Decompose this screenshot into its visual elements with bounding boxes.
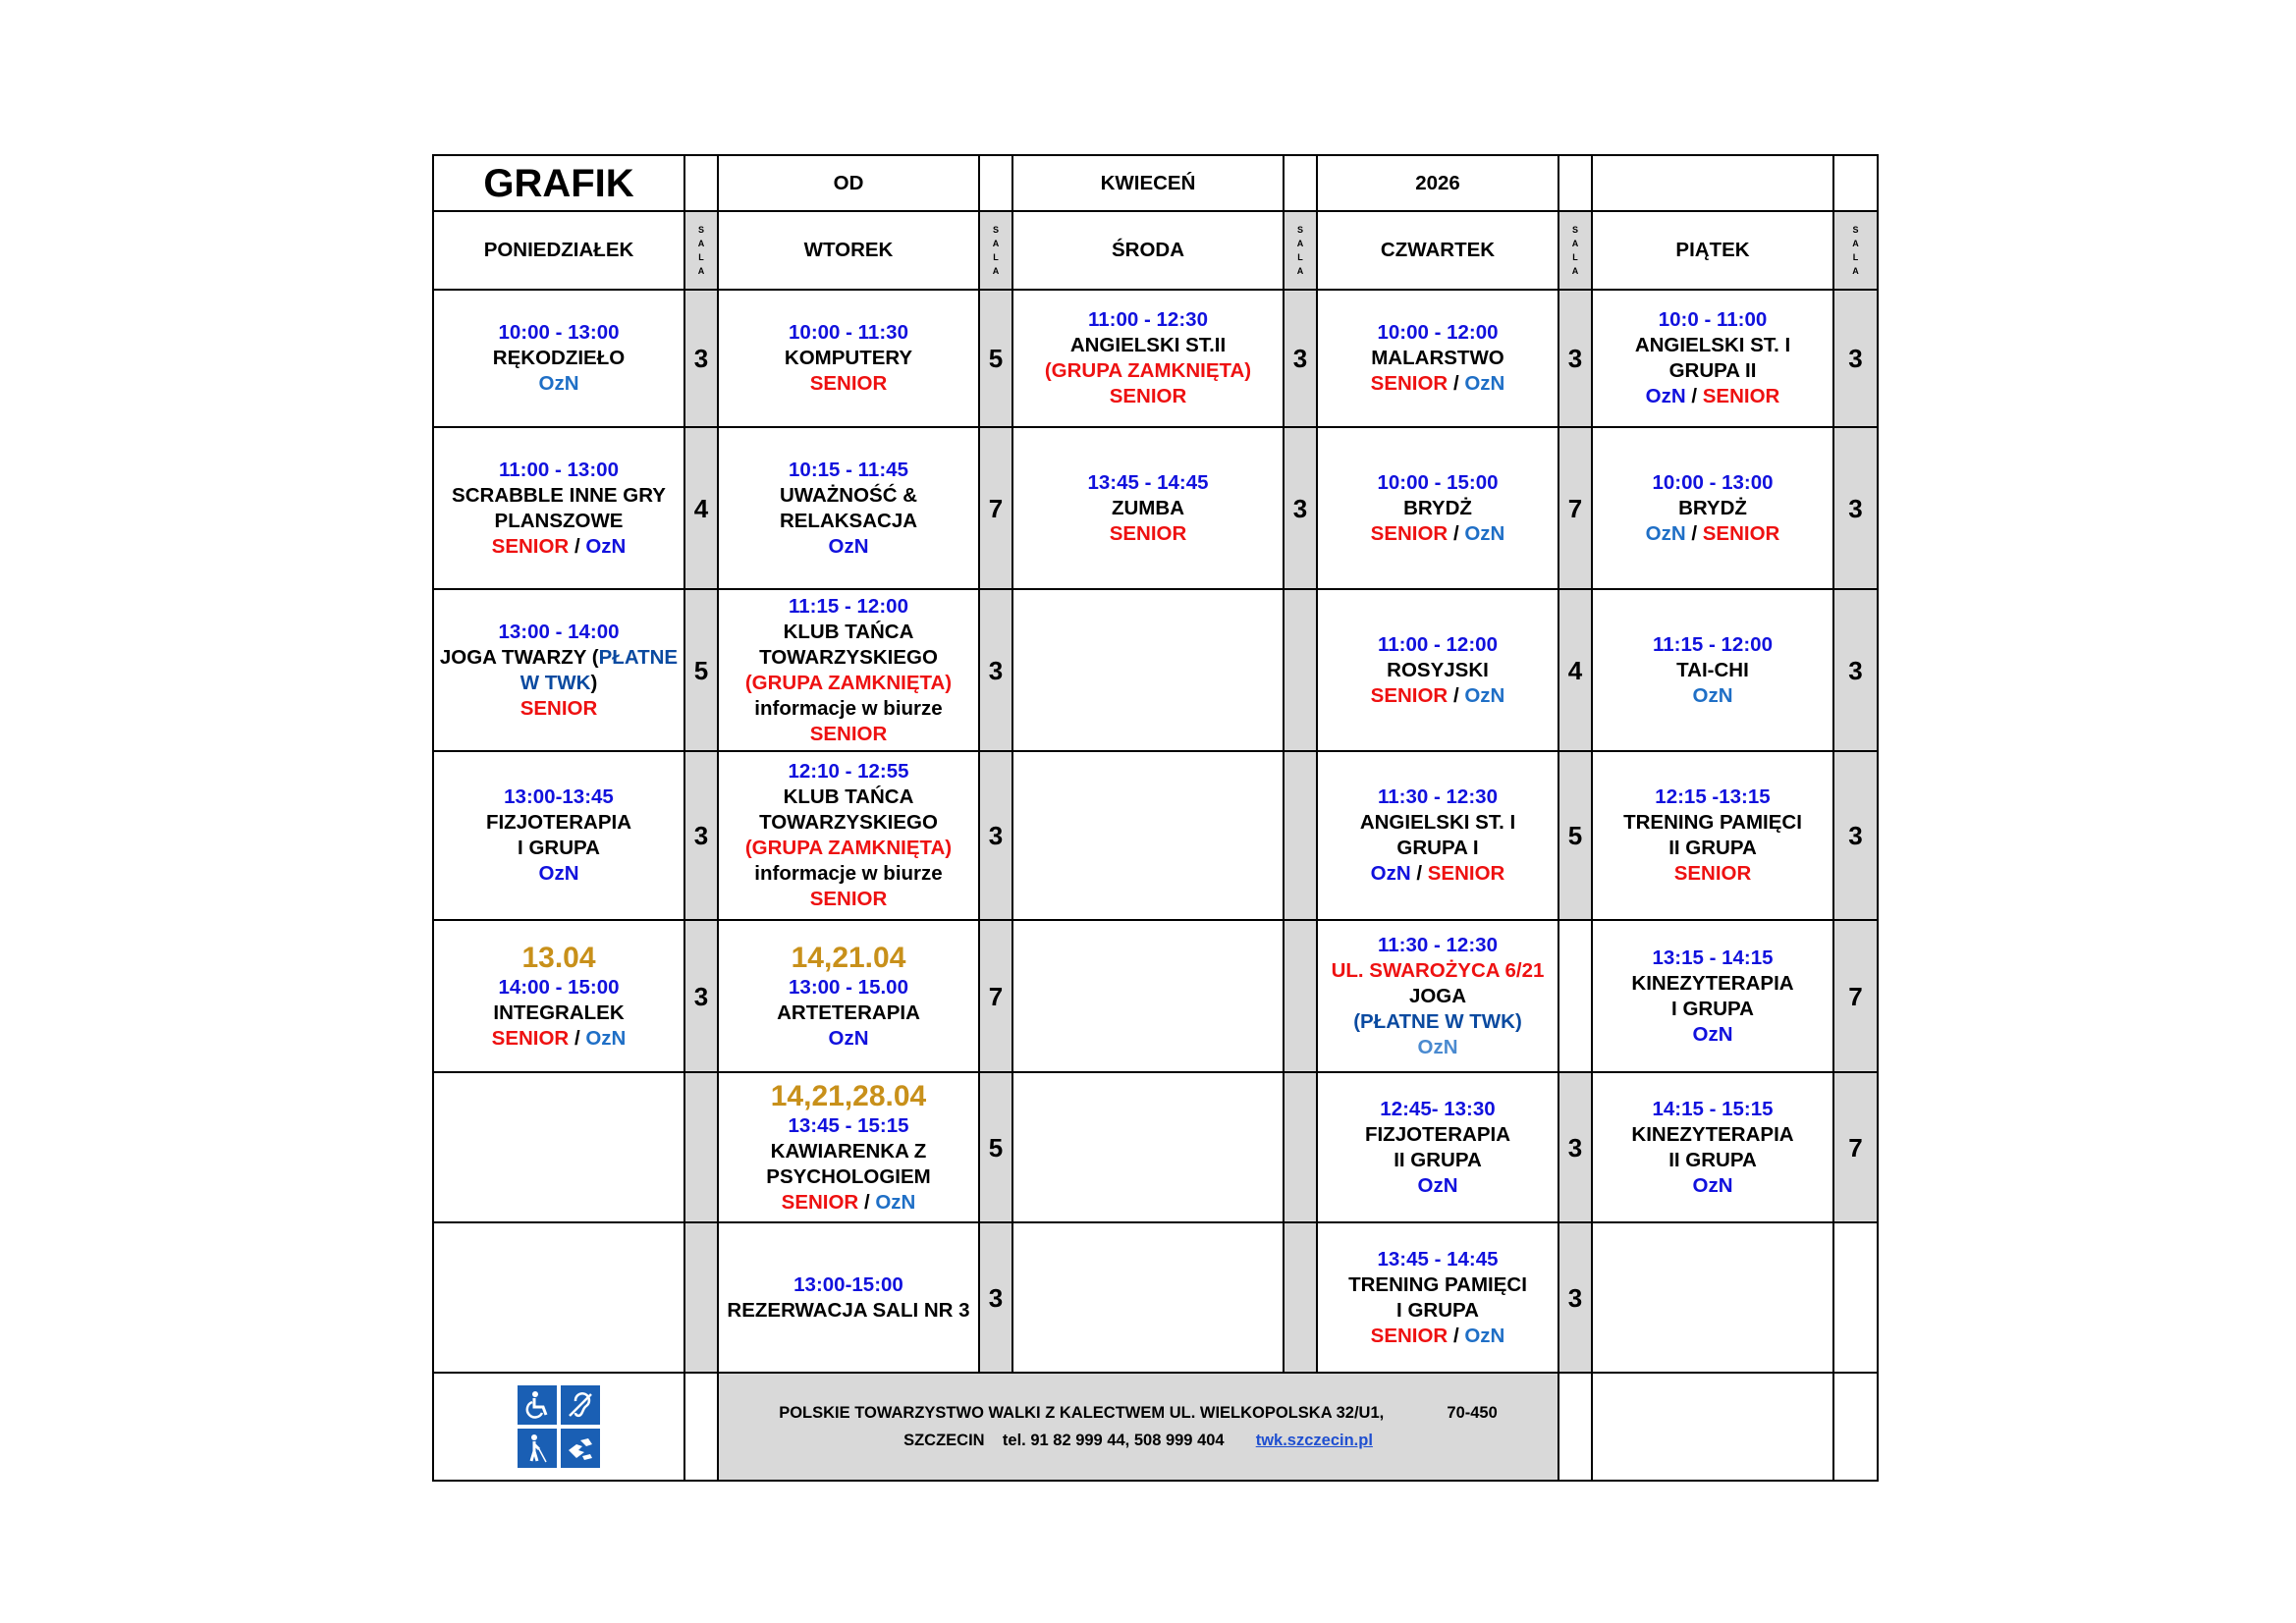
- tag-separator: /: [569, 534, 586, 558]
- ozn-tag: OzN: [1692, 1022, 1733, 1046]
- tag-separator: /: [1685, 521, 1703, 545]
- class-title: ARTETERAPIA: [777, 1001, 920, 1024]
- class-title: PLANSZOWE: [494, 509, 624, 532]
- senior-tag: SENIOR: [519, 696, 598, 720]
- ozn-tag: OzN: [1692, 683, 1733, 707]
- class-date: 14,21.04: [791, 941, 906, 974]
- class-title: INTEGRALEK: [493, 1001, 625, 1024]
- class-cell: [718, 290, 979, 427]
- class-time: 12:45- 13:30: [1380, 1097, 1496, 1120]
- class-cell: [1592, 290, 1833, 427]
- ozn-tag: OzN: [1464, 1324, 1505, 1347]
- class-time: 13:00 - 15.00: [789, 975, 908, 999]
- ozn-tag: OzN: [1464, 521, 1505, 545]
- tag-separator: /: [1448, 521, 1465, 545]
- schedule-table: [432, 154, 1879, 1482]
- tag-separator: /: [1410, 862, 1428, 885]
- room-number: 3: [1558, 1072, 1592, 1222]
- class-time: 10:00 - 13:00: [498, 321, 620, 344]
- room-number: 7: [979, 427, 1012, 589]
- month-label: KWIECEŃ: [1012, 155, 1284, 211]
- class-title: GRUPA I: [1396, 837, 1479, 859]
- room-number: 3: [1558, 290, 1592, 427]
- class-title: MALARSTWO: [1371, 347, 1504, 369]
- room-number: [1284, 920, 1317, 1072]
- class-title: ANGIELSKI ST. I: [1634, 334, 1791, 356]
- class-cell: [433, 427, 684, 589]
- room-number: 3: [1558, 1222, 1592, 1373]
- room-number: 7: [979, 920, 1012, 1072]
- class-title: TOWARZYSKIEGO: [759, 811, 938, 834]
- days-row: [433, 211, 1878, 290]
- class-time: 11:30 - 12:30: [1378, 933, 1498, 956]
- class-cell: [718, 920, 979, 1072]
- class-cell: [1592, 589, 1833, 751]
- class-title: JOGA: [1408, 984, 1467, 1007]
- ozn-tag: OzN: [875, 1190, 916, 1214]
- class-address: UL. SWAROŻYCA 6/21: [1331, 958, 1545, 982]
- schedule-row: [433, 1072, 1878, 1222]
- room-number: [1284, 589, 1317, 751]
- room-number: 7: [1833, 920, 1878, 1072]
- room-number: 3: [1284, 290, 1317, 427]
- room-number: 4: [1558, 589, 1592, 751]
- class-title: KINEZYTERAPIA: [1631, 1122, 1794, 1146]
- website-link[interactable]: twk.szczecin.pl: [1255, 1432, 1373, 1449]
- class-cell: [1012, 427, 1284, 589]
- class-time: 13:45 - 14:45: [1087, 470, 1209, 494]
- class-title: I GRUPA: [1396, 1298, 1479, 1322]
- empty-cell: [1012, 920, 1284, 1072]
- sala-header: S A L A: [1833, 211, 1878, 290]
- ozn-tag: OzN: [1645, 521, 1686, 545]
- room-number: 7: [1833, 1072, 1878, 1222]
- accessibility-icons-cell: [433, 1373, 684, 1481]
- class-date: 14,21,28.04: [770, 1079, 927, 1112]
- class-time: 10:15 - 11:45: [789, 458, 908, 481]
- class-title: KLUB TAŃCA: [783, 785, 914, 808]
- class-cell: [1592, 920, 1833, 1072]
- hearing-impaired-icon: [561, 1385, 600, 1425]
- ozn-tag: OzN: [538, 372, 579, 395]
- class-cell: [718, 751, 979, 920]
- ozn-tag: OzN: [1464, 683, 1505, 707]
- footer-spacer: [1558, 1373, 1592, 1481]
- class-cell: [433, 920, 684, 1072]
- closed-group-note: (GRUPA ZAMKNIĘTA): [1044, 359, 1252, 382]
- year-label: 2026: [1317, 155, 1558, 211]
- room-number: 3: [684, 920, 718, 1072]
- day-friday: PIĄTEK: [1592, 211, 1833, 290]
- ozn-tag: OzN: [1692, 1173, 1733, 1197]
- empty-cell: [433, 1072, 684, 1222]
- paid-note: PŁATNE: [598, 645, 679, 669]
- class-cell: [433, 290, 684, 427]
- empty-cell: [1012, 751, 1284, 920]
- room-number: 3: [1833, 290, 1878, 427]
- class-cell: [718, 1222, 979, 1373]
- senior-tag: SENIOR: [1370, 521, 1449, 545]
- header-row: [433, 155, 1878, 211]
- empty-cell: [1012, 1072, 1284, 1222]
- class-title: TOWARZYSKIEGO: [759, 645, 938, 669]
- info-note: informacje w biurze: [754, 696, 943, 720]
- tag-separator: /: [1448, 683, 1465, 707]
- tag-separator: /: [1448, 372, 1465, 395]
- room-number: 5: [684, 589, 718, 751]
- closed-group-note: (GRUPA ZAMKNIĘTA): [744, 671, 953, 694]
- schedule-row: [433, 1222, 1878, 1373]
- class-title: ANGIELSKI ST. I: [1359, 811, 1516, 834]
- class-cell: [1592, 751, 1833, 920]
- ozn-tag: OzN: [1645, 385, 1686, 407]
- class-title: SCRABBLE INNE GRY: [452, 483, 666, 507]
- class-cell: [718, 589, 979, 751]
- footer-row: [433, 1373, 1878, 1481]
- class-title: II GRUPA: [1394, 1148, 1482, 1171]
- room-number: 3: [979, 589, 1012, 751]
- ozn-tag: OzN: [585, 534, 627, 558]
- header-empty: [1592, 155, 1833, 211]
- class-cell: [1317, 1222, 1558, 1373]
- class-title: ROSYJSKI: [1387, 658, 1489, 681]
- senior-tag: SENIOR: [781, 1190, 859, 1214]
- class-time: 13:00-13:45: [504, 785, 614, 808]
- senior-tag: SENIOR: [1702, 385, 1780, 407]
- class-title: KLUB TAŃCA: [783, 620, 914, 643]
- header-spacer: [684, 155, 718, 211]
- class-time: 13:15 - 14:15: [1652, 946, 1774, 969]
- class-time: 11:00 - 13:00: [499, 458, 619, 481]
- class-cell: [1592, 1072, 1833, 1222]
- class-cell: [718, 427, 979, 589]
- senior-tag: SENIOR: [809, 888, 888, 910]
- class-title: JOGA TWARZY (: [439, 645, 599, 669]
- class-time: 11:00 - 12:30: [1088, 308, 1208, 331]
- room-number: [684, 1222, 718, 1373]
- ozn-tag: OzN: [585, 1026, 627, 1050]
- blind-person-icon: [518, 1429, 557, 1468]
- schedule-row: [433, 920, 1878, 1072]
- class-title: RELAKSACJA: [779, 509, 918, 532]
- class-cell: [1012, 290, 1284, 427]
- organization-address: POLSKIE TOWARZYSTWO WALKI Z KALECTWEM UL. WIELKOPOLSKA 32/U1,: [779, 1404, 1385, 1422]
- room-number: 3: [979, 1222, 1012, 1373]
- class-cell: [1317, 427, 1558, 589]
- schedule-row: [433, 427, 1878, 589]
- class-cell: [1317, 1072, 1558, 1222]
- room-number: 3: [684, 290, 718, 427]
- class-cell: [433, 751, 684, 920]
- grafik-title: GRAFIK: [433, 155, 684, 211]
- class-title: PSYCHOLOGIEM: [766, 1164, 931, 1188]
- class-title: ANGIELSKI ST.II: [1069, 334, 1227, 356]
- room-number: [1284, 1072, 1317, 1222]
- class-cell: [718, 1072, 979, 1222]
- class-time: 13:00 - 14:00: [498, 620, 620, 643]
- tag-separator: /: [1685, 385, 1703, 407]
- class-title: TRENING PAMIĘCI: [1348, 1272, 1527, 1296]
- room-number: [1284, 1222, 1317, 1373]
- organization-phone: tel. 91 82 999 44, 508 999 404: [1002, 1432, 1225, 1449]
- room-number: 5: [979, 1072, 1012, 1222]
- class-title: REZERWACJA SALI NR 3: [727, 1298, 970, 1322]
- class-cell: [1592, 427, 1833, 589]
- class-title: KINEZYTERAPIA: [1631, 971, 1794, 995]
- ozn-tag: OzN: [1417, 1035, 1458, 1058]
- empty-cell: [433, 1222, 684, 1373]
- room-number: 4: [684, 427, 718, 589]
- empty-cell: [1012, 589, 1284, 751]
- room-number: [1558, 920, 1592, 1072]
- class-title: BRYDŻ: [1403, 496, 1472, 519]
- footer-spacer: [1833, 1373, 1878, 1481]
- ozn-tag: OzN: [1370, 862, 1411, 885]
- class-time: 13:45 - 15:15: [788, 1113, 909, 1137]
- footer-empty: [1592, 1373, 1833, 1481]
- ozn-tag: OzN: [1417, 1173, 1458, 1197]
- ozn-tag: OzN: [828, 534, 869, 558]
- class-cell: [1317, 589, 1558, 751]
- empty-cell: [1592, 1222, 1833, 1373]
- senior-tag: SENIOR: [1370, 372, 1449, 395]
- class-date: 13.04: [521, 941, 596, 974]
- sala-header: S A L A: [1558, 211, 1592, 290]
- senior-tag: SENIOR: [1370, 683, 1449, 707]
- room-number: 3: [684, 751, 718, 920]
- class-time: 12:10 - 12:55: [788, 760, 909, 783]
- header-spacer: [1558, 155, 1592, 211]
- class-cell: [1317, 920, 1558, 1072]
- wheelchair-icon: [518, 1385, 557, 1425]
- ozn-tag: OzN: [538, 862, 579, 885]
- class-title: II GRUPA: [1668, 1148, 1757, 1171]
- class-title: TRENING PAMIĘCI: [1623, 811, 1802, 834]
- ozn-tag: OzN: [828, 1026, 869, 1050]
- senior-tag: SENIOR: [1370, 1324, 1449, 1347]
- class-time: 10:00 - 15:00: [1377, 470, 1499, 494]
- organization-city: SZCZECIN: [903, 1432, 985, 1449]
- class-time: 14:00 - 15:00: [498, 975, 620, 999]
- paren-close: ): [590, 671, 598, 694]
- empty-cell: [1012, 1222, 1284, 1373]
- class-time: 12:15 -13:15: [1655, 785, 1771, 808]
- tag-separator: /: [569, 1026, 586, 1050]
- room-number: 3: [979, 751, 1012, 920]
- header-spacer: [1284, 155, 1317, 211]
- schedule-row: [433, 589, 1878, 751]
- tag-separator: /: [858, 1190, 876, 1214]
- room-number: 7: [1558, 427, 1592, 589]
- class-title: KAWIARENKA Z: [770, 1139, 927, 1163]
- room-number: 3: [1833, 427, 1878, 589]
- class-title: TAI-CHI: [1676, 658, 1749, 681]
- room-number: 3: [1833, 589, 1878, 751]
- postal-code: 70-450: [1447, 1404, 1498, 1422]
- sign-language-icon: [561, 1429, 600, 1468]
- schedule-row: [433, 751, 1878, 920]
- senior-tag: SENIOR: [491, 1026, 570, 1050]
- class-title: FIZJOTERAPIA: [485, 811, 632, 834]
- class-cell: [1317, 290, 1558, 427]
- od-label: OD: [718, 155, 979, 211]
- paid-note: W TWK: [519, 671, 591, 694]
- class-title: FIZJOTERAPIA: [1364, 1122, 1511, 1146]
- senior-tag: SENIOR: [1702, 521, 1780, 545]
- class-cell: [1317, 751, 1558, 920]
- room-number: [1284, 751, 1317, 920]
- day-wednesday: ŚRODA: [1012, 211, 1284, 290]
- header-spacer: [979, 155, 1012, 211]
- class-time: 13:00-15:00: [793, 1272, 903, 1296]
- header-spacer: [1833, 155, 1878, 211]
- class-time: 11:00 - 12:00: [1378, 632, 1498, 656]
- room-number: [1833, 1222, 1878, 1373]
- senior-tag: SENIOR: [1427, 862, 1505, 885]
- schedule-row: [433, 290, 1878, 427]
- senior-tag: SENIOR: [1109, 521, 1187, 545]
- closed-group-note: (GRUPA ZAMKNIĘTA): [744, 837, 953, 859]
- tag-separator: /: [1448, 1324, 1465, 1347]
- accessibility-icons: [518, 1385, 600, 1468]
- sala-header: S A L A: [979, 211, 1012, 290]
- senior-tag: SENIOR: [809, 722, 888, 745]
- senior-tag: SENIOR: [1109, 385, 1187, 407]
- day-tuesday: WTOREK: [718, 211, 979, 290]
- class-time: 10:00 - 12:00: [1377, 321, 1499, 344]
- day-monday: PONIEDZIAŁEK: [433, 211, 684, 290]
- organization-footer: [718, 1373, 1558, 1481]
- class-title: ZUMBA: [1111, 496, 1184, 519]
- room-number: 5: [979, 290, 1012, 427]
- footer-spacer: [684, 1373, 718, 1481]
- senior-tag: SENIOR: [491, 534, 570, 558]
- class-time: 14:15 - 15:15: [1652, 1097, 1774, 1120]
- ozn-tag: OzN: [1464, 372, 1505, 395]
- class-title: I GRUPA: [1671, 997, 1754, 1020]
- class-time: 13:45 - 14:45: [1377, 1247, 1499, 1271]
- class-time: 10:0 - 11:00: [1658, 308, 1768, 331]
- class-time: 11:15 - 12:00: [789, 594, 908, 618]
- class-cell: [433, 589, 684, 751]
- day-thursday: CZWARTEK: [1317, 211, 1558, 290]
- room-number: 5: [1558, 751, 1592, 920]
- class-title: II GRUPA: [1668, 837, 1757, 859]
- class-time: 10:00 - 11:30: [789, 321, 908, 344]
- info-note: informacje w biurze: [754, 862, 943, 885]
- class-time: 11:30 - 12:30: [1378, 785, 1498, 808]
- class-title: I GRUPA: [518, 837, 600, 859]
- class-title: GRUPA II: [1668, 359, 1757, 382]
- class-time: 10:00 - 13:00: [1652, 470, 1774, 494]
- class-title: BRYDŻ: [1678, 496, 1747, 519]
- senior-tag: SENIOR: [1673, 862, 1752, 885]
- class-title: KOMPUTERY: [784, 347, 913, 369]
- class-title: RĘKODZIEŁO: [492, 347, 626, 369]
- paid-note: (PŁATNE W TWK): [1353, 1009, 1522, 1033]
- senior-tag: SENIOR: [809, 372, 888, 395]
- room-number: 3: [1833, 751, 1878, 920]
- sala-header: S A L A: [1284, 211, 1317, 290]
- room-number: 3: [1284, 427, 1317, 589]
- class-title: UWAŻNOŚĆ &: [779, 483, 918, 507]
- sala-header: S A L A: [684, 211, 718, 290]
- class-time: 11:15 - 12:00: [1653, 632, 1773, 656]
- room-number: [684, 1072, 718, 1222]
